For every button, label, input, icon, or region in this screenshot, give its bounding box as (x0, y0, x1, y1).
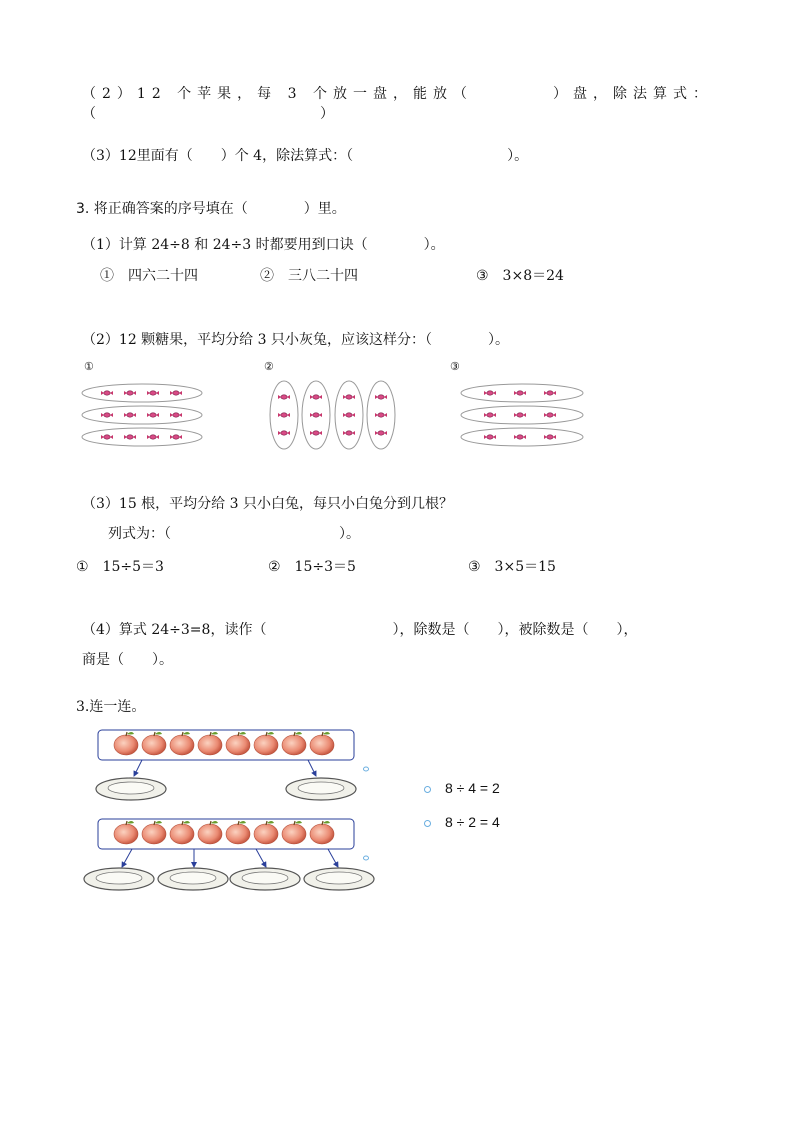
q3-s1-question: （1）计算 24÷8 和 24÷3 时都要用到口诀（ ）。 (82, 237, 445, 253)
q3-s4-line2: 商是（ ）。 (82, 652, 173, 668)
connect-equation-2[interactable] (424, 814, 500, 830)
q3-s1-option-3: ③ 3×8＝24 (476, 268, 564, 284)
q2-2-line2: （ ） (82, 106, 334, 122)
q3-s3-option-3: ③ 3×5＝15 (468, 559, 556, 575)
q3-s2-label-2: ② (264, 360, 274, 373)
q3-s1-option-2: ② 三八二十四 (260, 268, 358, 284)
q3-s2-label-1: ① (84, 360, 94, 373)
q3-s3-option-1: ① 15÷5＝3 (76, 559, 164, 575)
equation-text: 8 ÷ 2 = 4 (445, 814, 500, 830)
q3-s3-formula: 列式为：（ ）。 (108, 526, 360, 542)
connect-dot[interactable] (424, 820, 431, 827)
fig3-candies (484, 391, 556, 439)
q3-s1-option-1: ① 四六二十四 (100, 268, 198, 284)
connect-dot[interactable] (424, 786, 431, 793)
connect-heading: 3.连一连。 (76, 699, 146, 715)
q2-3-text: （3）12里面有（ ）个 4，除法算式：（ ）。 (82, 148, 529, 164)
connect-equation-1[interactable] (424, 780, 500, 796)
q3-heading: 3. 将正确答案的序号填在（ ）里。 (76, 201, 346, 217)
fig2-candies (278, 395, 387, 435)
fig1-candies (101, 391, 182, 439)
q3-s4-line1: （4）算式 24÷3=8，读作（ ），除数是（ ），被除数是（ ）， (82, 622, 638, 638)
q3-s2-question: （2）12 颗糖果，平均分给 3 只小灰兔，应该这样分：（ ）。 (82, 332, 509, 348)
top-apples (114, 732, 334, 755)
apples-plates-figure (76, 722, 476, 902)
bottom-apples (114, 821, 334, 844)
q3-s3-question: （3）15 根，平均分给 3 只小白兔，每只小白兔分到几根？ (82, 496, 453, 512)
q2-2-line1: （2）12 个苹果，每 3 个放一盘，能放（ ）盘，除法算式： (82, 86, 713, 102)
candy-grouping-figures (0, 370, 794, 470)
q3-s3-option-2: ② 15÷3＝5 (268, 559, 356, 575)
equation-text: 8 ÷ 4 = 2 (445, 780, 500, 796)
q3-s2-label-3: ③ (450, 360, 460, 373)
